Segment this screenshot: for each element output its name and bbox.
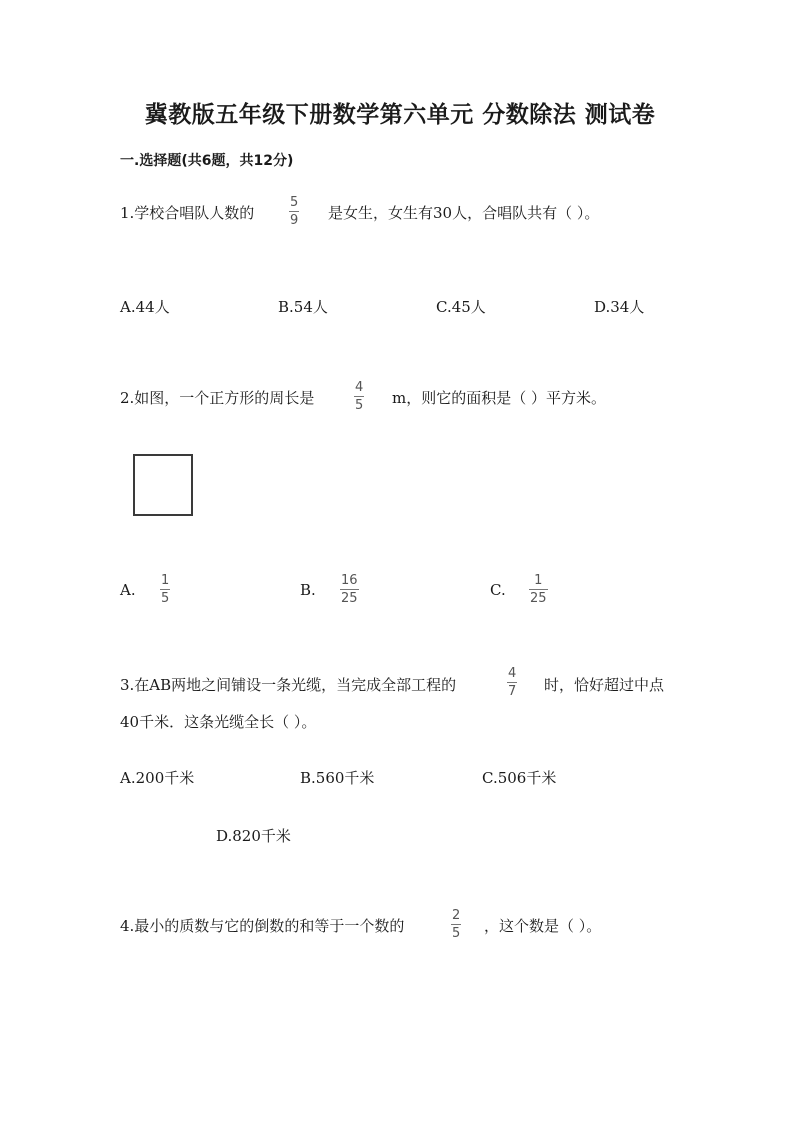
question-4-text-post: ，这个数是（ ）。	[484, 917, 602, 935]
fraction-denominator: 9	[290, 213, 299, 228]
question-1-option-a[interactable]: A.44人	[120, 298, 170, 316]
fraction-denominator: 5	[161, 591, 170, 606]
question-2-option-a-label[interactable]: A.	[120, 581, 136, 599]
fraction-bar	[507, 682, 517, 683]
question-3-text-line2: 40千米．这条光缆全长（ ）。	[120, 713, 317, 731]
question-3-text-pre: 3.在AB两地之间铺设一条光缆，当完成全部工程的	[120, 676, 457, 694]
question-3-option-a[interactable]: A.200千米	[120, 769, 195, 787]
fraction-numerator: 2	[452, 908, 461, 923]
question-2-fraction	[354, 381, 364, 412]
question-1-text-pre: 1.学校合唱队人数的	[120, 204, 255, 222]
question-3-option-c[interactable]: C.506千米	[482, 769, 557, 787]
question-1-fraction	[289, 196, 299, 227]
section-heading: 一.选择题(共6题，共12分)	[120, 153, 294, 169]
fraction-denominator: 25	[341, 591, 358, 606]
question-4-text-pre: 4.最小的质数与它的倒数的和等于一个数的	[120, 917, 405, 935]
question-2-text-post: m，则它的面积是（ ）平方米。	[392, 389, 606, 407]
fraction-denominator: 5	[355, 398, 364, 413]
question-3-option-b[interactable]: B.560千米	[300, 769, 375, 787]
fraction-bar	[354, 396, 364, 397]
fraction-numerator: 1	[534, 573, 543, 588]
question-4-fraction	[451, 909, 461, 940]
fraction-bar	[160, 589, 170, 590]
fraction-bar	[289, 211, 299, 212]
fraction-denominator: 5	[452, 926, 461, 941]
question-2-option-c-fraction	[529, 574, 548, 605]
square-figure	[133, 454, 193, 516]
fraction-denominator: 7	[508, 684, 517, 699]
fraction-bar	[529, 589, 548, 590]
question-2-option-c-label[interactable]: C.	[490, 581, 506, 599]
question-3-option-d[interactable]: D.820千米	[216, 827, 291, 845]
fraction-numerator: 4	[508, 666, 517, 681]
question-1-text-post: 是女生，女生有30人，合唱队共有（ ）。	[328, 204, 600, 222]
fraction-bar	[451, 924, 461, 925]
fraction-bar	[340, 589, 359, 590]
fraction-numerator: 16	[341, 573, 358, 588]
question-3-fraction	[507, 667, 517, 698]
question-2-option-a-fraction	[160, 574, 170, 605]
fraction-numerator: 1	[161, 573, 170, 588]
question-1-option-c[interactable]: C.45人	[436, 298, 486, 316]
question-3-text-post: 时，恰好超过中点	[544, 676, 665, 694]
question-1-option-b[interactable]: B.54人	[278, 298, 328, 316]
fraction-denominator: 25	[530, 591, 547, 606]
question-1-option-d[interactable]: D.34人	[594, 298, 645, 316]
question-2-option-b-fraction	[340, 574, 359, 605]
fraction-numerator: 5	[290, 195, 299, 210]
question-2-option-b-label[interactable]: B.	[300, 581, 316, 599]
question-2-text-pre: 2.如图，一个正方形的周长是	[120, 389, 315, 407]
page-title: 冀教版五年级下册数学第六单元 分数除法 测试卷	[144, 102, 656, 128]
fraction-numerator: 4	[355, 380, 364, 395]
